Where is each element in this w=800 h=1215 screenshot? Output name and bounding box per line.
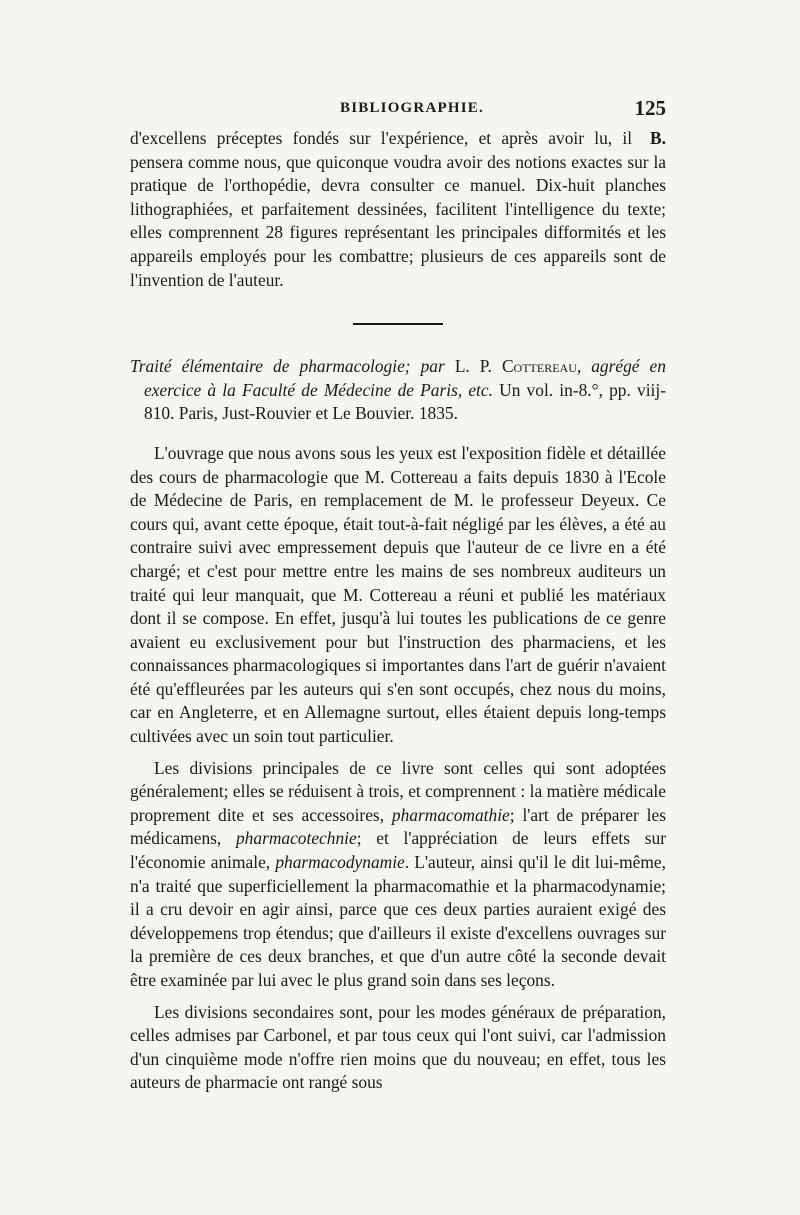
entry-publication: Un vol. in-8.°, pp. viij-810. Paris, Just-Rouvier et Le Bouvier. 1835. <box>144 379 666 424</box>
entry-title: Traité élémentaire de pharmacologie; par <box>130 356 445 377</box>
paragraph-2-part-d: . L'auteur, ainsi qu'il le dit lui-même, n'a traité que superficiellement la pharmacomathie et la pharmacodynamie; il a cru devoir en agir ainsi, parce que ces deux parties auraient exigé des développemens trop étendus; que d'ailleurs il existe d'excellens ouvrages sur la première de ces deux branches, et que d'un autre côté la seconde devait être examinée par lui avec le plus grand soin dans ses leçons. <box>130 852 666 990</box>
term-pharmacotechnie: pharmacotechnie <box>235 828 357 849</box>
paragraph-2 <box>130 757 666 993</box>
entry-author-name: Cottereau <box>501 356 577 377</box>
term-pharmacodynamie: pharmacodynamie <box>275 852 405 873</box>
page-number: 125 <box>634 96 666 120</box>
spacer <box>130 993 666 1001</box>
running-title: BIBLIOGRAPHIE. <box>340 100 484 116</box>
paragraph-2-part-c: ; et l'appréciation de leurs effets sur l'économie animale, <box>130 828 666 873</box>
review-signature: B. <box>650 128 666 148</box>
entry-author-initials: L. P. <box>454 356 492 377</box>
previous-review-ending <box>130 127 666 292</box>
spacer <box>130 749 666 757</box>
paragraph-3: Les divisions secondaires sont, pour les modes généraux de préparation, celles admises par Carbonel, et par tous ceux qui l'ont suivi, car l'admission d'un cinquième mode n'offre rien moins que du nouveau; en effet, tous les auteurs de pharmacie ont rangé sous <box>130 1001 666 1093</box>
section-divider <box>353 323 443 325</box>
paragraph-2-part-b: ; l'art de préparer les médicamens, <box>130 804 666 849</box>
spacer <box>130 426 666 442</box>
term-pharmacomathie: pharmacomathie <box>391 804 510 825</box>
entry-title-rest: , agrégé en exercice à la Faculté de Médecine de Paris, etc. <box>144 356 666 400</box>
previous-review-text: d'excellens préceptes fondés sur l'expérience, et après avoir lu, il pensera comme nous, que quiconque voudra avoir des notions exactes sur la pratique de l'orthopédie, devra consulter ce manuel. Dix-huit planches lithographiées, et parfaitement dessinées, facilitent l'intelligence du texte; elles comprennent 28 figures représentant les principales difformités et les appareils employés pour les combattre; plusieurs de ces appareils sont de l'invention de l'auteur. <box>130 128 666 290</box>
book-entry-heading <box>130 355 666 426</box>
paragraph-2-part-a: Les divisions principales de ce livre sont celles qui sont adoptées généralement; elles se réduisent à trois, et comprennent : la matière médicale proprement dite et ses accessoires, <box>130 757 666 825</box>
page-header <box>130 96 666 126</box>
paragraph-1: L'ouvrage que nous avons sous les yeux est l'exposition fidèle et détaillée des cours de pharmacologie que M. Cottereau a faits depuis 1830 à l'Ecole de Médecine de Paris, en remplacement de M. le professeur Deyeux. Ce cours qui, avant cette époque, était tout-à-fait négligé par les élèves, a été au contraire suivi avec empressement depuis que l'auteur de ce livre en a été chargé; et c'est pour mettre entre les mains de ses nombreux auditeurs un traité qui leur manquait, que M. Cottereau a réuni et publié les matériaux dont il se compose. En effet, jusqu'à lui toutes les publications de ce genre avaient eu exclusivement pour but l'instruction des pharmaciens, et les connaissances pharmacologiques si importantes dans l'art de guérir n'avaient été qu'effleurées par les auteurs qui s'en sont occupés, chez nous du moins, car en Angleterre, et en Allemagne surtout, elles étaient depuis long-temps cultivées avec un soin tout particulier. <box>130 442 666 747</box>
text-block <box>130 127 666 1095</box>
